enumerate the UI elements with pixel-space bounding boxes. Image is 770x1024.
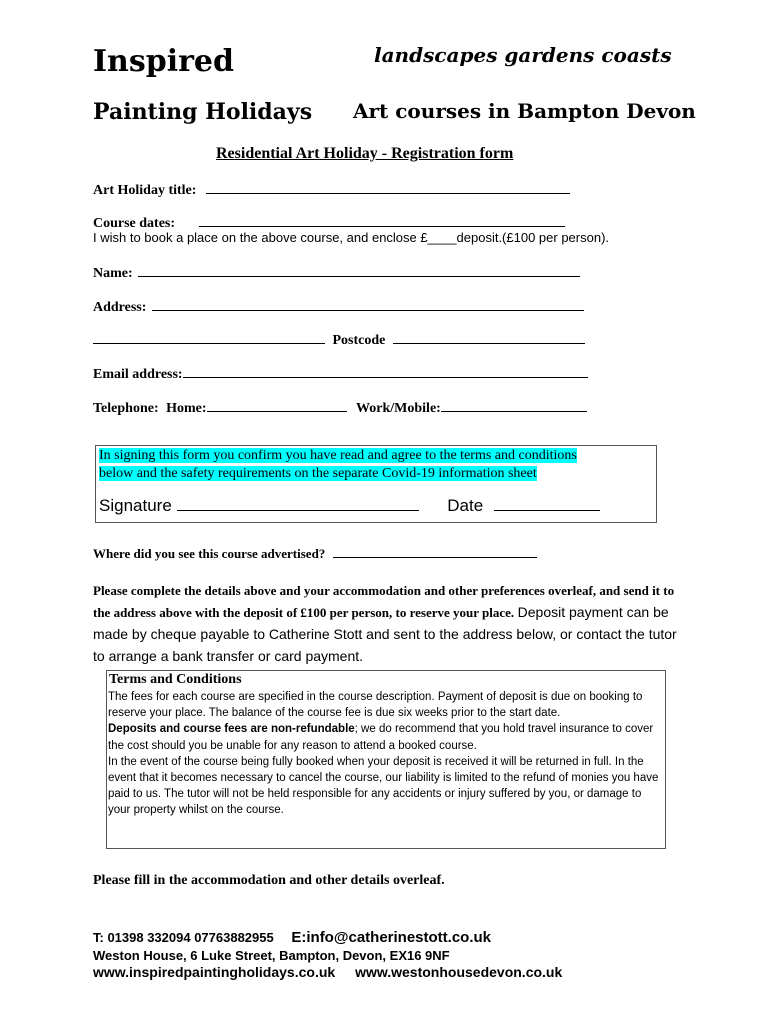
postcode-field <box>93 330 585 349</box>
footer-website-1[interactable]: www.inspiredpaintingholidays.co.uk <box>93 964 336 980</box>
footer-websites <box>93 964 562 980</box>
instructions-bold: Please complete the details above and your accommodation and other preferences overleaf, and send it to the address above with the deposit of £100 per person, to reserve your place. <box>93 583 675 620</box>
advertised-field <box>93 544 537 562</box>
address-input-line[interactable] <box>152 297 584 311</box>
address-line2-input-line[interactable] <box>93 330 325 344</box>
terms-insurance: ; we do recommend that you hold travel insurance to cover the cost should you be unable for any reason to attend a booked course. <box>108 723 654 752</box>
fill-note: Please fill in the accommodation and other details overleaf. <box>93 873 445 888</box>
postcode-label: Postcode <box>332 333 386 348</box>
address-field <box>93 297 584 316</box>
email-field <box>93 364 588 383</box>
footer-phones: T: 01398 332094 07763882955 <box>93 930 274 945</box>
terms-body <box>108 689 664 819</box>
tagline: landscapes gardens coasts <box>374 43 672 67</box>
footer-address: Weston House, 6 Luke Street, Bampton, Devon, EX16 9NF <box>93 948 450 963</box>
consent-line1: In signing this form you confirm you have read and agree to the terms and conditions <box>99 448 577 463</box>
work-phone-label: Work/Mobile: <box>356 401 441 416</box>
instructions-paragraph <box>93 580 683 668</box>
holiday-title-input-line[interactable] <box>206 180 570 194</box>
telephone-label: Telephone: <box>93 401 159 416</box>
home-phone-label: Home: <box>166 401 207 416</box>
name-field <box>93 263 580 282</box>
footer-email[interactable]: E:info@catherinestott.co.uk <box>291 929 492 946</box>
holiday-title-label: Art Holiday title: <box>93 183 197 198</box>
email-input-line[interactable] <box>183 364 588 378</box>
work-phone-input-line[interactable] <box>441 398 587 412</box>
terms-title: Terms and Conditions <box>109 672 242 687</box>
form-title: Residential Art Holiday - Registration form <box>216 145 514 162</box>
telephone-field <box>93 398 587 417</box>
email-label: Email address: <box>93 367 183 382</box>
terms-fees: The fees for each course are specified in the course description. Payment of deposit is due on booking to reserve your place. The balance of the course fee is due six weeks prior to the start date. <box>108 691 643 720</box>
consent-text <box>99 447 577 483</box>
brand-title-line1: Inspired <box>93 44 234 79</box>
advertised-input-line[interactable] <box>333 544 537 558</box>
terms-box <box>106 670 666 849</box>
booking-statement: I wish to book a place on the above course, and enclose £____deposit.(£100 per person). <box>93 230 610 245</box>
name-input-line[interactable] <box>138 263 580 277</box>
date-input-line[interactable] <box>494 496 600 511</box>
signature-row <box>99 496 600 516</box>
postcode-input-line[interactable] <box>393 330 585 344</box>
signature-input-line[interactable] <box>177 496 419 511</box>
course-dates-label: Course dates: <box>93 216 176 231</box>
instructions-payment: Deposit payment can be made by cheque payable to Catherine Stott and sent to the address below, or contact the tutor to arrange a bank transfer or card payment. <box>93 604 677 664</box>
address-label: Address: <box>93 300 147 315</box>
subtitle: Art courses in Bampton Devon <box>353 99 696 123</box>
signature-box <box>95 445 657 523</box>
advertised-label: Where did you see this course advertised? <box>93 546 326 561</box>
course-dates-input-line[interactable] <box>199 213 565 227</box>
footer-contact <box>93 929 491 946</box>
home-phone-input-line[interactable] <box>207 398 347 412</box>
date-label: Date <box>447 496 484 515</box>
signature-label: Signature <box>99 496 172 515</box>
consent-line2: below and the safety requirements on the separate Covid-19 information sheet <box>99 466 537 481</box>
holiday-title-field <box>93 180 570 199</box>
name-label: Name: <box>93 266 133 281</box>
terms-cancellation: In the event of the course being fully booked when your deposit is received it will be returned in full. In the event that it becomes necessary to cancel the course, our liability is limited to the refund of monies you have paid to us. The tutor will not be held responsible for any accidents or injury suffered by you, or damage to your property whilst on the course. <box>108 755 659 817</box>
brand-title-line2: Painting Holidays <box>93 99 313 125</box>
footer-website-2[interactable]: www.westonhousedevon.co.uk <box>355 964 563 980</box>
terms-nonrefundable: Deposits and course fees are non-refundable <box>108 723 355 736</box>
